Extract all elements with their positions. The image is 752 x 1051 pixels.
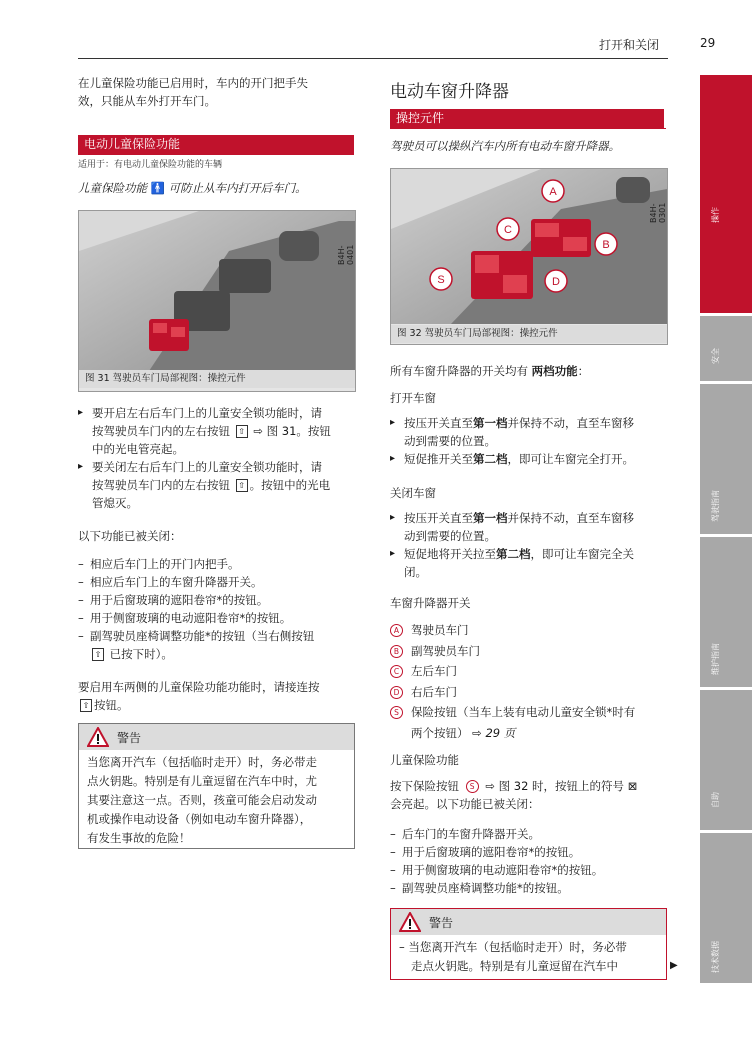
door-panel-illustration — [79, 211, 355, 371]
figure-31-caption: 图 31 驾驶员车门局部视图：操控元件 — [79, 370, 355, 388]
list-item: – 后车门的车窗升降器开关。 — [390, 825, 666, 843]
warning-text: – 当您离开汽车（包括临时走开）时，务必带 走点火钥匙。特别是有儿童逗留在汽车中 — [399, 940, 627, 973]
callout-a: A — [549, 186, 557, 198]
child-lock-lead: 儿童保险功能 🚹 可防止从车内打开后车门。 — [78, 181, 307, 195]
figure-32 — [390, 168, 668, 345]
page-number: 29 — [700, 36, 716, 50]
child-lock-button-icon: ⇧ — [236, 425, 248, 438]
both-sides-note: 要启用车两侧的儿童保险功能功能时，请接连按 ⇧ 按钮。 — [78, 680, 320, 712]
open-window-steps — [390, 414, 666, 468]
tab-maintenance[interactable]: 维护指南 — [700, 537, 752, 687]
list-item: ▸ 按压开关直至第一档并保持不动，直至车窗移 动到需要的位置。 — [390, 509, 666, 545]
left-section-title: 电动儿童保险功能 — [78, 135, 354, 154]
figure-32-caption: 图 32 驾驶员车门局部视图：操控元件 — [391, 325, 667, 343]
close-window-steps — [390, 509, 666, 581]
left-intro: 在儿童保险功能已启用时，车内的开门把手失 效，只能从车外打开车门。 — [78, 76, 308, 108]
warning-header: 警告 — [79, 724, 354, 750]
callout-d: D — [552, 276, 560, 288]
locked-window-symbol-icon: ⊠ — [627, 779, 638, 793]
list-item: C 左后车门 — [390, 661, 666, 682]
figure-32-code: B4H-0301 — [649, 202, 667, 223]
page-reference-link[interactable]: ⇨ 29 页 — [472, 725, 516, 740]
running-header: 打开和关闭 — [599, 38, 660, 52]
warning-triangle-icon — [87, 727, 109, 747]
callout-s-icon: S — [390, 706, 403, 719]
list-item: – 用于后窗玻璃的遮阳卷帘*的按钮。 — [78, 591, 356, 609]
right-warning-box — [390, 908, 667, 980]
close-window-heading: 关闭车窗 — [390, 486, 436, 500]
right-section-title: 操控元件 — [390, 109, 664, 128]
callout-c-icon: C — [390, 665, 403, 678]
right-section-rule — [390, 128, 666, 129]
list-item: ▸ 短促地将开关拉至第二档，即可让车窗完全关 闭。 — [390, 545, 666, 581]
callout-s: S — [437, 274, 445, 286]
child-safety-text: 按下保险按钮 S ⇨ 图 32 时，按钮上的符号 ⊠ 会亮起。以下功能已被关闭： — [390, 779, 638, 811]
window-switch-illustration — [391, 169, 667, 324]
left-warning-box — [78, 723, 355, 849]
warning-header: 警告 — [391, 909, 666, 935]
tab-safety[interactable]: 安全 — [700, 316, 752, 381]
warning-triangle-icon — [399, 912, 421, 932]
list-item: ▸ 按压开关直至第一档并保持不动，直至车窗移 动到需要的位置。 — [390, 414, 666, 450]
tab-operation[interactable]: 操作 — [700, 75, 752, 313]
child-lock-steps — [78, 404, 356, 512]
figure-31-code: B4H-0401 — [337, 244, 355, 265]
list-item: ▸ 要开启左右后车门上的儿童安全锁功能时，请 按驾驶员车门内的左右按钮 ⇧ ⇨ 图 31。按钮 中的光电管亮起。 — [78, 404, 356, 458]
list-item: – 副驾驶员座椅调整功能*的按钮（当右侧按钮 ⇧ 已按下时）。 — [78, 627, 356, 663]
child-lock-button-icon: ⇧ — [236, 479, 248, 492]
tab-technical-data[interactable]: 技术数据 — [700, 833, 752, 983]
list-item: – 用于侧窗玻璃的电动遮阳卷帘*的按钮。 — [390, 861, 666, 879]
left-disabled-list — [78, 555, 356, 663]
disabled-functions-list — [78, 555, 356, 663]
left-section-rule — [78, 154, 354, 155]
open-steps-list — [390, 414, 666, 468]
list-item: – 用于后窗玻璃的遮阳卷帘*的按钮。 — [390, 843, 666, 861]
header-rule — [78, 58, 668, 59]
right-disabled-functions — [390, 825, 666, 897]
child-person-icon: 🚹 — [150, 181, 165, 195]
callout-b: B — [602, 239, 610, 251]
list-item: – 用于侧窗玻璃的电动遮阳卷帘*的按钮。 — [78, 609, 356, 627]
right-lead: 驾驶员可以操纵汽车内所有电动车窗升降器。 — [390, 139, 620, 153]
list-item: S 保险按钮（当车上装有电动儿童安全锁*时有 两个按钮） ⇨ 29 页 — [390, 702, 666, 743]
tab-driving[interactable]: 驾驶指南 — [700, 384, 752, 534]
continue-arrow-icon: ▶ — [670, 960, 678, 971]
list-item: – 副驾驶员座椅调整功能*的按钮。 — [390, 879, 666, 897]
tab-self-help[interactable]: 自助 — [700, 690, 752, 830]
callout-b-icon: B — [390, 645, 403, 658]
switch-heading: 车窗升降器开关 — [390, 596, 471, 610]
list-item: D 右后车门 — [390, 682, 666, 703]
child-lock-button-icon: ⇧ — [80, 699, 92, 712]
list-item: A 驾驶员车门 — [390, 620, 666, 641]
left-steps — [78, 404, 356, 512]
child-lock-button-icon: ⇧ — [92, 648, 104, 661]
list-item: ▸ 要关闭左右后车门上的儿童安全锁功能时，请 按驾驶员车门内的左右按钮 ⇧ 。按钮中的光电 管熄灭。 — [78, 458, 356, 512]
callout-s-icon: S — [466, 780, 479, 793]
right-disabled-list — [390, 825, 666, 897]
child-safety-heading: 儿童保险功能 — [390, 753, 459, 767]
disabled-intro: 以下功能已被关闭： — [78, 529, 182, 543]
applies-to: 适用于：有电动儿童保险功能的车辆 — [78, 160, 223, 170]
close-steps-list — [390, 509, 666, 581]
main-title: 电动车窗升降器 — [390, 82, 509, 102]
callout-d-icon: D — [390, 686, 403, 699]
two-stage-note: 所有车窗升降器的开关均有 两档功能： — [390, 364, 590, 378]
list-item: – 相应后车门上的开门内把手。 — [78, 555, 356, 573]
callout-c: C — [504, 224, 512, 236]
figure-31 — [78, 210, 356, 392]
callout-a-icon: A — [390, 624, 403, 637]
list-item: B 副驾驶员车门 — [390, 641, 666, 662]
open-window-heading: 打开车窗 — [390, 391, 436, 405]
switch-list — [390, 620, 666, 743]
list-item: ▸ 短促推开关至第二档，即可让车窗完全打开。 — [390, 450, 666, 468]
list-item: – 相应后车门上的车窗升降器开关。 — [78, 573, 356, 591]
warning-text: 当您离开汽车（包括临时走开）时，务必带走 点火钥匙。特别是有儿童逗留在汽车中时，尤 其要注意这一点。否则，孩童可能会启动发动 机或操作电动设备（例如电动车窗升降器）， 有发生事故的危险！ — [87, 755, 317, 845]
